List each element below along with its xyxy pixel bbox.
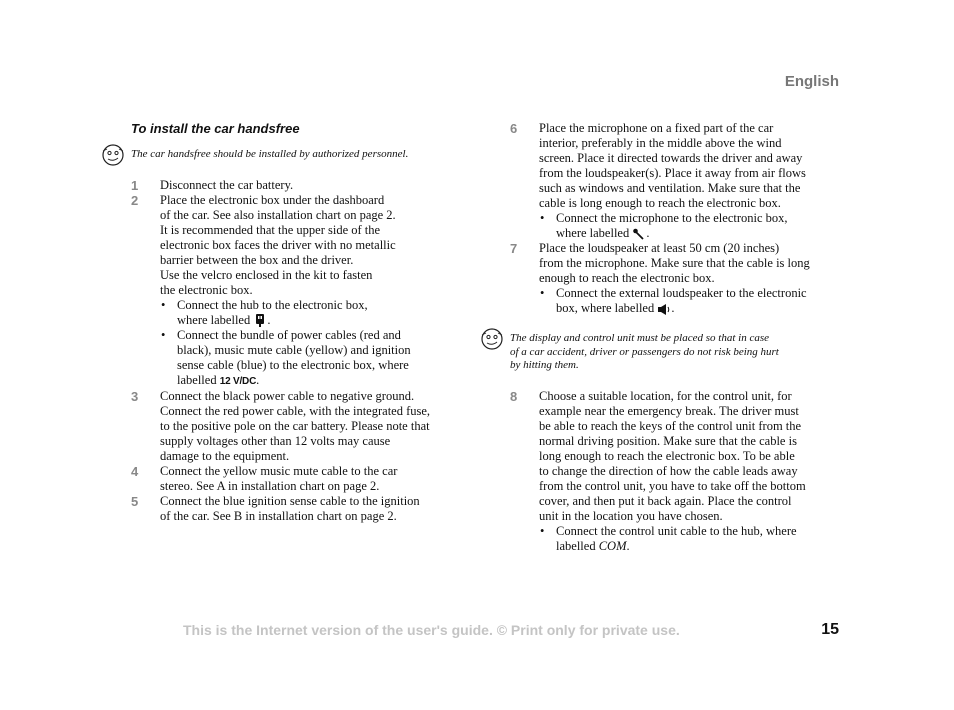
step-4 bbox=[131, 464, 461, 494]
bullet-tail: . bbox=[256, 373, 260, 388]
bullet-line: • Connect the microphone to the electronic box, bbox=[556, 211, 788, 225]
step-line: Place the loudspeaker at least 50 cm (20 inches) bbox=[539, 241, 780, 255]
bullet-tail: . bbox=[267, 312, 271, 327]
hub-plug-icon bbox=[253, 313, 267, 328]
step-line: cable is long enough to reach the electronic box. bbox=[539, 196, 781, 210]
step-line: Connect the black power cable to negative ground. bbox=[160, 389, 415, 404]
step-line: electronic box faces the driver with no metallic bbox=[160, 237, 396, 252]
step-line: long enough to reach the electronic box. To be able bbox=[539, 448, 795, 463]
step-line: barrier between the box and the driver. bbox=[160, 252, 354, 267]
step-line: Place the electronic box under the dashboard bbox=[160, 192, 385, 207]
bullet-hub bbox=[160, 298, 461, 329]
step-line: interior, preferably in the middle above the wind bbox=[539, 136, 782, 150]
bullet-line-with-symbol bbox=[177, 313, 461, 329]
bullet-text: labelled bbox=[556, 538, 596, 553]
step-line: enough to reach the electronic box. bbox=[539, 271, 715, 285]
bullet-tail: . bbox=[671, 301, 675, 315]
step-8 bbox=[510, 389, 840, 554]
language-label: English bbox=[784, 73, 839, 90]
com-label: COM bbox=[598, 538, 627, 553]
step-number: 6 bbox=[510, 121, 518, 136]
step-number: 5 bbox=[131, 494, 139, 510]
step-line: supply voltages other than 12 volts may cause bbox=[160, 434, 391, 449]
step-line: cover, and then put it back again. Place the control bbox=[539, 493, 792, 508]
page-number: 15 bbox=[821, 621, 839, 638]
step-line: stereo. See A in installation chart on page 2. bbox=[160, 479, 380, 494]
bullet-loudspeaker bbox=[539, 286, 840, 316]
loudspeaker-icon bbox=[657, 303, 671, 316]
step-line: unit in the location you have chosen. bbox=[539, 508, 723, 523]
step-line: of the car. See B in installation chart on page 2. bbox=[160, 509, 397, 524]
placement-note bbox=[510, 332, 840, 373]
step-line: screen. Place it directed towards the driver and away bbox=[539, 151, 803, 165]
voltage-label: 12 V/DC bbox=[219, 376, 257, 388]
step-line: Connect the red power cable, with the integrated fuse, bbox=[160, 404, 431, 419]
step-line: It is recommended that the upper side of the bbox=[160, 222, 381, 237]
footer-notice: This is the Internet version of the user's guide. © Print only for private use. bbox=[183, 622, 680, 638]
step-line: from the loudspeaker(s). Place it away from air flows bbox=[539, 166, 806, 180]
bullet-text: where labelled bbox=[177, 312, 251, 327]
bullet-line-with-symbol bbox=[556, 301, 840, 316]
placement-note-line: of a car accident, driver or passengers do not risk being hurt bbox=[510, 345, 779, 358]
step-number: 2 bbox=[131, 192, 139, 208]
placement-note-line: The display and control unit must be placed so that in case bbox=[510, 332, 769, 344]
step-line: Disconnect the car battery. bbox=[160, 177, 294, 192]
step-line: damage to the equipment. bbox=[160, 449, 290, 464]
bullet-line: • Connect the bundle of power cables (red and bbox=[177, 328, 401, 343]
step-7 bbox=[510, 241, 840, 316]
step-line: from the control unit, you have to take off the bottom bbox=[539, 478, 806, 493]
bullet-line: sense cable (blue) to the electronic box, where bbox=[177, 358, 409, 373]
step-line: normal driving position. Make sure that the cable is bbox=[539, 433, 797, 448]
step-line: Use the velcro enclosed in the kit to fasten bbox=[160, 267, 373, 282]
step-line: to the positive pole on the car battery. Please note that bbox=[160, 419, 430, 434]
bullet-line-with-symbol bbox=[556, 226, 840, 241]
bullet-line: • Connect the external loudspeaker to the electronic bbox=[556, 286, 807, 300]
bullet-tail: . bbox=[626, 538, 630, 553]
bullet-text: box, where labelled bbox=[556, 301, 655, 315]
bullet-line-with-label bbox=[556, 539, 840, 554]
microphone-icon bbox=[632, 228, 646, 241]
step-line: Connect the blue ignition sense cable to the ignition bbox=[160, 494, 420, 509]
right-column bbox=[510, 121, 840, 554]
step-number: 1 bbox=[131, 177, 139, 193]
step-number: 4 bbox=[131, 464, 139, 480]
step-line: from the microphone. Make sure that the cable is long bbox=[539, 256, 810, 270]
bullet-line-with-label bbox=[177, 373, 461, 389]
bullet-line: • Connect the hub to the electronic box, bbox=[177, 297, 368, 312]
step-line: such as windows and ventilation. Make sure that the bbox=[539, 181, 801, 195]
step-line: example near the emergency break. The driver must bbox=[539, 403, 799, 418]
bullet-microphone bbox=[539, 211, 840, 241]
note-face-icon bbox=[480, 328, 504, 350]
bullet-line: • Connect the control unit cable to the hub, where bbox=[556, 523, 797, 538]
step-line: to change the direction of how the cable leads away bbox=[539, 463, 798, 478]
step-line: Choose a suitable location, for the control unit, for bbox=[539, 388, 792, 403]
left-column bbox=[131, 148, 461, 524]
step-line: of the car. See also installation chart on page 2. bbox=[160, 207, 396, 222]
step-number: 3 bbox=[131, 389, 139, 405]
step-1 bbox=[131, 178, 461, 193]
install-note-text: The car handsfree should be installed by authorized personnel. bbox=[131, 148, 409, 160]
step-line: Connect the yellow music mute cable to the car bbox=[160, 464, 398, 479]
step-line: Place the microphone on a fixed part of the car bbox=[539, 121, 774, 135]
step-number: 8 bbox=[510, 388, 518, 404]
step-2 bbox=[131, 193, 461, 390]
bullet-power-cables bbox=[160, 328, 461, 389]
step-3 bbox=[131, 389, 461, 464]
step-6 bbox=[510, 121, 840, 241]
section-heading: To install the car handsfree bbox=[131, 121, 300, 136]
bullet-text: labelled bbox=[177, 373, 217, 388]
placement-note-line: by hitting them. bbox=[510, 359, 579, 371]
step-5 bbox=[131, 494, 461, 524]
bullet-control-unit bbox=[539, 524, 840, 554]
install-note bbox=[131, 148, 461, 162]
step-line: be able to reach the keys of the control unit from the bbox=[539, 418, 802, 433]
bullet-line: black), music mute cable (yellow) and ignition bbox=[177, 343, 411, 358]
step-line: the electronic box. bbox=[160, 282, 253, 297]
bullet-text: where labelled bbox=[556, 226, 630, 240]
bullet-tail: . bbox=[646, 226, 650, 240]
note-face-icon bbox=[101, 144, 125, 166]
step-number: 7 bbox=[510, 241, 518, 256]
